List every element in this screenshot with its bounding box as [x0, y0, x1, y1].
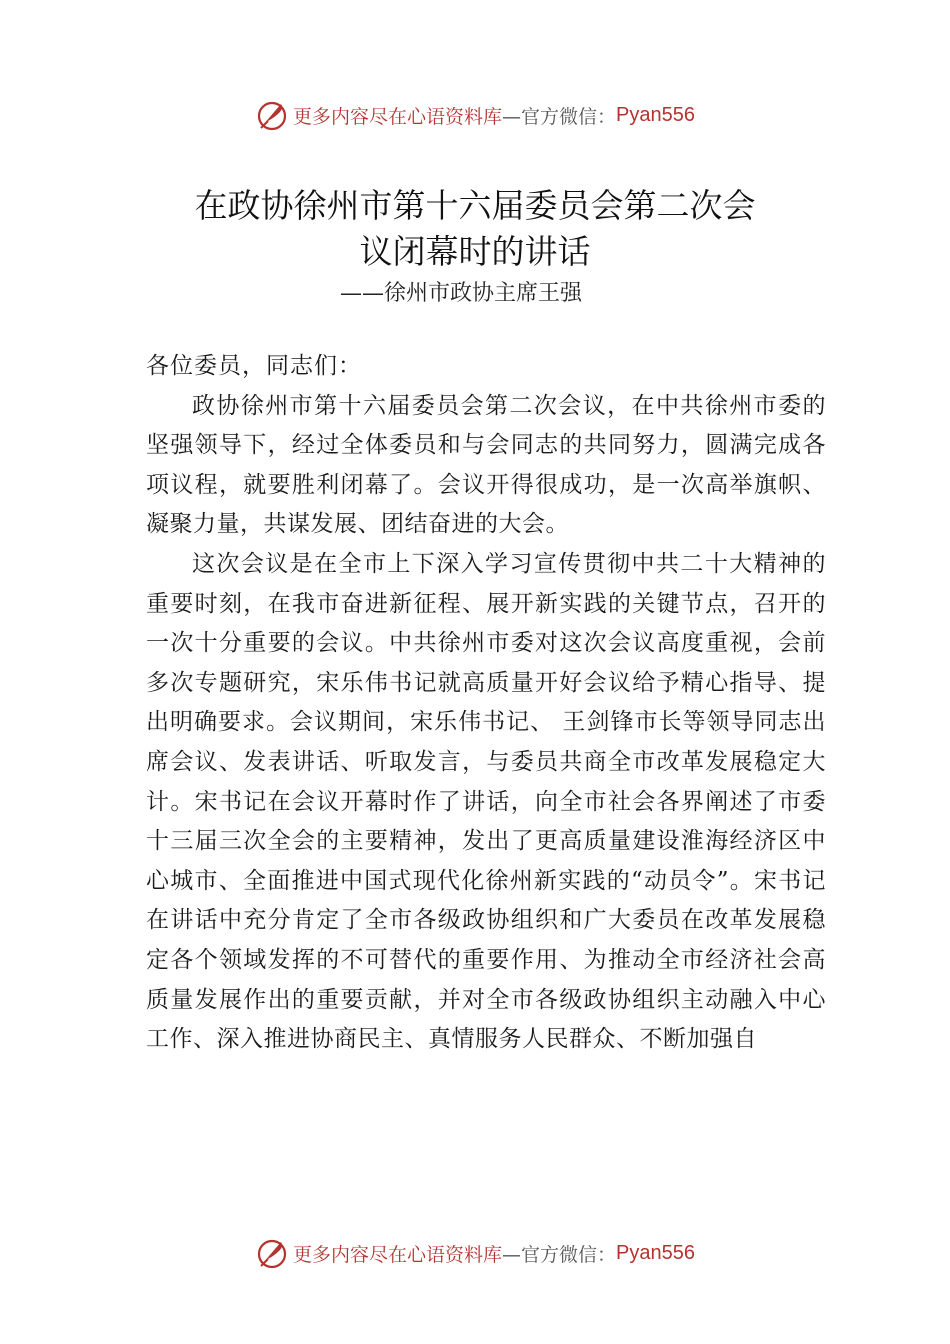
quill-pen-logo-icon [255, 98, 289, 132]
banner-wechat-id: Pyan556 [616, 103, 695, 126]
document-body [146, 347, 826, 1060]
footer-banner [0, 1233, 950, 1273]
banner-separator-text: —官方微信： [502, 105, 617, 128]
title-line-2: 议闭幕时的讲话 [359, 232, 591, 271]
salutation: 各位委员，同志们： [146, 353, 362, 379]
banner-brand-text: 更多内容尽在心语资料库 [293, 105, 503, 128]
header-banner [0, 95, 950, 135]
title-line-1: 在政协徐州市第十六届委员会第二次会 [194, 186, 756, 225]
banner-wechat-id: Pyan556 [616, 1241, 695, 1264]
document-title [100, 183, 850, 275]
paragraph-1: 政协徐州市第十六届委员会第二次会议，在中共徐州市委的坚强领导下，经过全体委员和与会同志的共同努力，圆满完成各项议程，就要胜利闭幕了。会议开得很成功，是一次高举旗帜、凝聚力量，共谋发展、团结奋进的大会。 [146, 392, 826, 538]
paragraph-2: 这次会议是在全市上下深入学习宣传贯彻中共二十大精神的重要时刻，在我市奋进新征程、展开新实践的关键节点，召开的一次十分重要的会议。中共徐州市委对这次会议高度重视，会前多次专题研究，宋乐伟书记就高质量开好会议给予精心指导、提出明确要求。会议期间，宋乐伟书记、 王剑锋市长等领导同志出席会议、发表讲话、听取发言，与委员共商全市改革发展稳定大计。宋书记在会议开幕时作了讲话，向全市社会各界阐述了市委十三届三次全会的主要精神，发出了更高质量建设淮海经济区中心城市、全面推进中国式现代化徐州新实践的“动员令”。宋书记在讲话中充分肯定了全市各级政协组织和广大委员在改革发展稳定各个领域发挥的不可替代的重要作用、为推动全市经济社会高质量发展作出的重要贡献，并对全市各级政协组织主动融入中心工作、深入推进协商民主、真情服务人民群众、不断加强自 [146, 550, 826, 1053]
document-subtitle: ——徐州市政协主席王强 [340, 281, 583, 306]
banner-separator-text: —官方微信： [502, 1243, 617, 1266]
banner-brand-text: 更多内容尽在心语资料库 [293, 1243, 503, 1266]
quill-pen-logo-icon [255, 1236, 289, 1270]
